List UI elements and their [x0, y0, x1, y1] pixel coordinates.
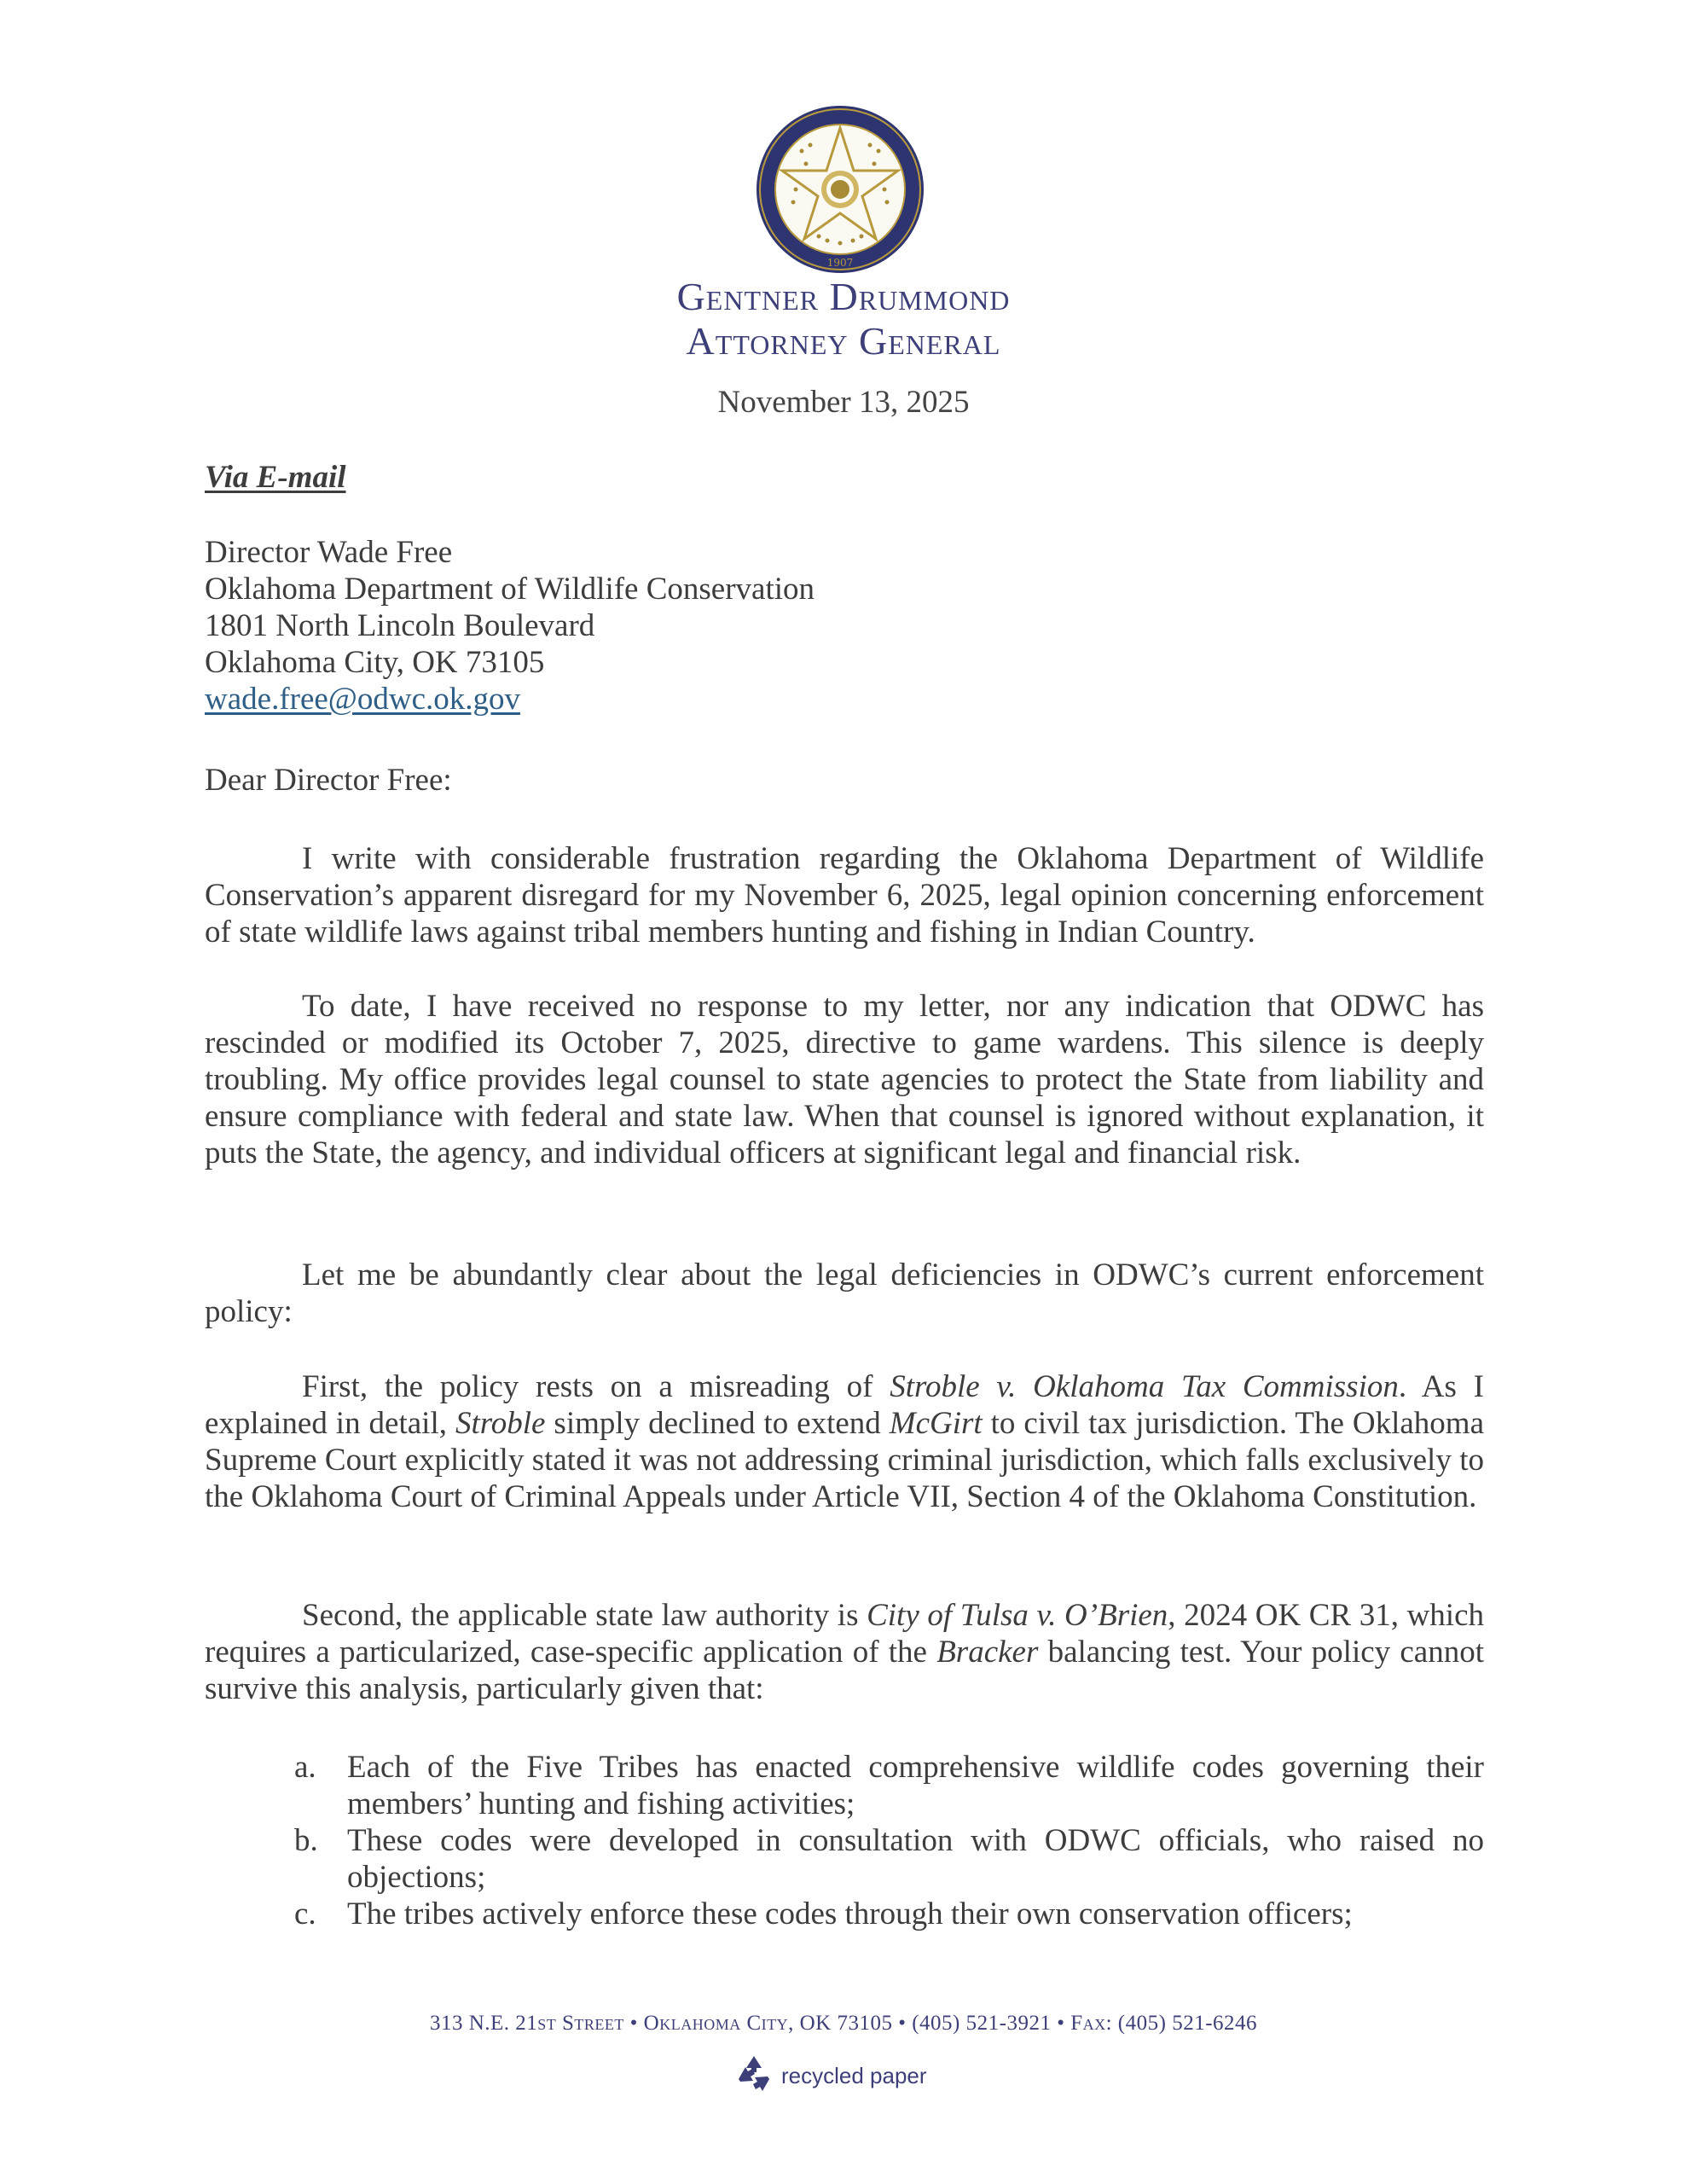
text-span: balancing test. Your policy cannot survive this analysis, particularly given that:: [205, 1635, 1485, 1706]
letter-date: November 13, 2025: [717, 385, 970, 420]
recycled-paper-label: recycled paper: [781, 2062, 927, 2088]
delivery-method: Via E-mail: [205, 460, 346, 495]
case-citation: City of Tulsa v. O’Brien: [867, 1598, 1168, 1633]
text-span: simply declined to extend: [545, 1406, 890, 1441]
case-citation: Stroble: [455, 1406, 546, 1441]
list-marker: b.: [294, 1823, 318, 1858]
list-item: [294, 1896, 1484, 1932]
recipient-street: 1801 North Lincoln Boulevard: [205, 608, 595, 643]
attorney-general-title: Attorney General: [686, 319, 1001, 363]
text-span: , 2024 OK CR 31, which requires a particularized, case-specific application of the: [205, 1598, 1485, 1670]
list-marker: c.: [294, 1896, 316, 1931]
svg-text:1907: 1907: [826, 257, 854, 269]
paragraph-2: To date, I have received no response to my letter, nor any indication that ODWC has rescinded or modified its October 7, 2025, directive to game wardens. This silence is deeply troubling. My office provides legal counsel to state agencies to protect the State from liability and ensure compliance with federal and state law. When that counsel is ignored without explanation, it puts the State, the agency, and individual officers at significant legal and financial risk.: [205, 989, 1484, 1170]
case-citation: Bracker: [936, 1635, 1039, 1670]
recipient-email-link[interactable]: wade.free@odwc.ok.gov: [205, 682, 521, 717]
text-span: . As I explained in detail,: [205, 1369, 1484, 1441]
recipient-organization: Oklahoma Department of Wildlife Conservation: [205, 572, 815, 607]
paragraph-4: [205, 1368, 1484, 1515]
list-item: [294, 1749, 1484, 1822]
recycled-paper-mark: [733, 2053, 927, 2098]
paragraph-5: [205, 1597, 1484, 1707]
attorney-general-name: Gentner Drummond: [676, 275, 1011, 318]
paragraph-3: Let me be abundantly clear about the legal deficiencies in ODWC’s current enforcement policy:: [205, 1258, 1484, 1329]
list-item: [294, 1822, 1484, 1896]
recipient-address-block: [205, 534, 815, 717]
recipient-name: Director Wade Free: [205, 535, 453, 570]
list-item-text: These codes were developed in consultation with ODWC officials, who raised no objections;: [347, 1823, 1484, 1895]
case-citation: McGirt: [889, 1406, 983, 1441]
footer-office-address: 313 N.E. 21st Street • Oklahoma City, OK 73105 • (405) 521-3921 • Fax: (405) 521-6246: [429, 2012, 1258, 2035]
list-item-text: Each of the Five Tribes has enacted comprehensive wildlife codes governing their members’ hunting and fishing activities;: [347, 1750, 1484, 1821]
recycle-icon: [733, 2053, 774, 2099]
recipient-city-state-zip: Oklahoma City, OK 73105: [205, 645, 545, 680]
case-citation: Stroble v. Oklahoma Tax Commission: [890, 1369, 1399, 1404]
factor-list: [294, 1749, 1484, 1932]
text-span: First, the policy rests on a misreading of: [302, 1369, 890, 1404]
list-marker: a.: [294, 1750, 316, 1785]
paragraph-1: I write with considerable frustration regarding the Oklahoma Department of Wildlife Conservation’s apparent disregard for my November 6, 2025, legal opinion concerning enforcement of state wildlife laws against tribal members hunting and fishing in Indian Country.: [205, 841, 1484, 950]
salutation: Dear Director Free:: [205, 763, 452, 798]
list-item-text: The tribes actively enforce these codes through their own conservation officers;: [347, 1896, 1353, 1931]
text-span: Second, the applicable state law authority is: [302, 1598, 867, 1633]
state-seal-of-oklahoma-icon: [755, 104, 925, 275]
text-span: to civil tax jurisdiction. The Oklahoma Supreme Court explicitly stated it was not addressing criminal jurisdiction, which falls exclusively to the Oklahoma Court of Criminal Appeals under Article VII, Section 4 of the Oklahoma Constitution.: [205, 1406, 1484, 1514]
